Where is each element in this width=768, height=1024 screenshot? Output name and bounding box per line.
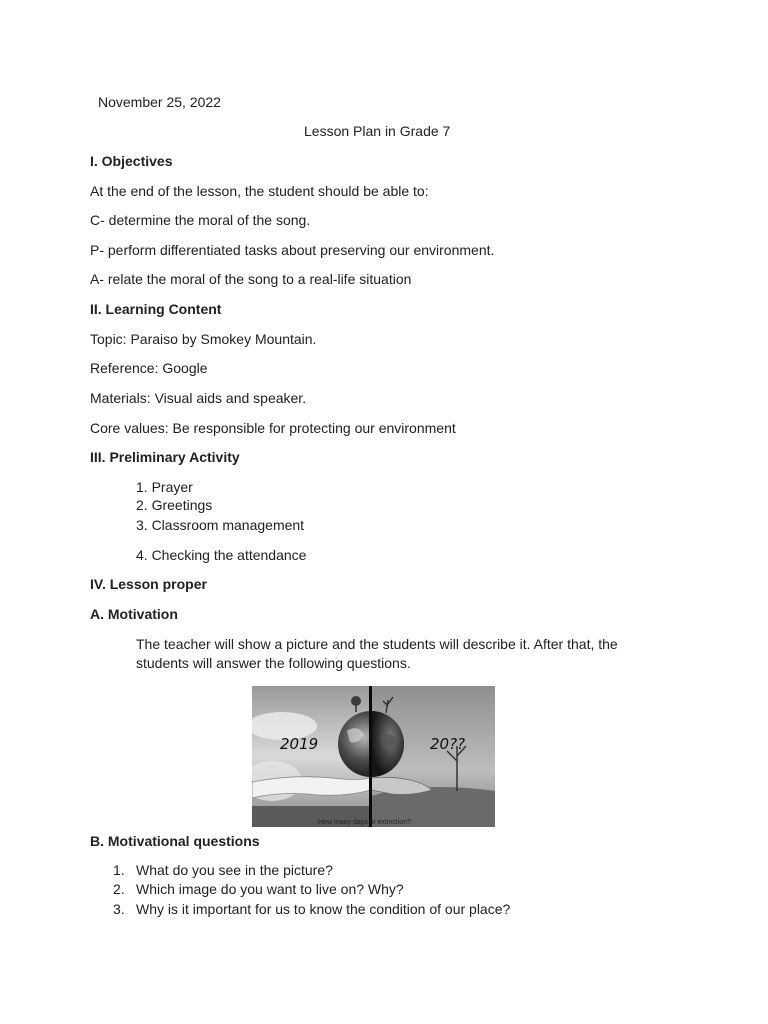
question-number: 3. (113, 901, 125, 917)
preliminary-heading: III. Preliminary Activity (90, 449, 240, 465)
year-label-2019: 2019 (280, 735, 319, 753)
lesson-proper-heading: IV. Lesson proper (90, 576, 207, 592)
year-label-future: 20?? (430, 735, 466, 753)
objective-item: A- relate the moral of the song to a real-life situation (90, 271, 412, 287)
picture-caption: How many days to extinction? (318, 819, 411, 826)
earth-comparison-picture (252, 686, 495, 827)
motivation-text-line: The teacher will show a picture and the students will describe it. After that, the (136, 636, 618, 652)
topic-line: Topic: Paraiso by Smokey Mountain. (90, 331, 317, 347)
question-number: 1. (113, 862, 125, 878)
materials-line: Materials: Visual aids and speaker. (90, 390, 307, 406)
document-date: November 25, 2022 (98, 94, 221, 110)
motivational-questions-heading: B. Motivational questions (90, 833, 260, 849)
preliminary-item: 1. Prayer (136, 479, 193, 495)
preliminary-item: 3. Classroom management (136, 517, 305, 533)
divider-line (369, 686, 372, 827)
objectives-intro: At the end of the lesson, the student should be able to: (90, 183, 429, 199)
learning-content-heading: II. Learning Content (90, 301, 222, 317)
objectives-heading: I. Objectives (90, 153, 173, 169)
question-text: Which image do you want to live on? Why? (136, 881, 404, 897)
motivation-text-line: students will answer the following questions. (136, 655, 411, 671)
motivation-heading: A. Motivation (90, 606, 178, 622)
objective-item: C- determine the moral of the song. (90, 212, 311, 228)
earth-comparison-illustration (252, 686, 495, 827)
preliminary-item: 2. Greetings (136, 497, 213, 513)
preliminary-item: 4. Checking the attendance (136, 547, 307, 563)
question-text: What do you see in the picture? (136, 862, 333, 878)
tree-icon (351, 696, 361, 706)
objective-item: P- perform differentiated tasks about preserving our environment. (90, 242, 495, 258)
reference-line: Reference: Google (90, 360, 208, 376)
question-number: 2. (113, 881, 125, 897)
question-text: Why is it important for us to know the condition of our place? (136, 901, 511, 917)
core-values-line: Core values: Be responsible for protecting our environment (90, 420, 456, 436)
document-title: Lesson Plan in Grade 7 (304, 123, 451, 139)
